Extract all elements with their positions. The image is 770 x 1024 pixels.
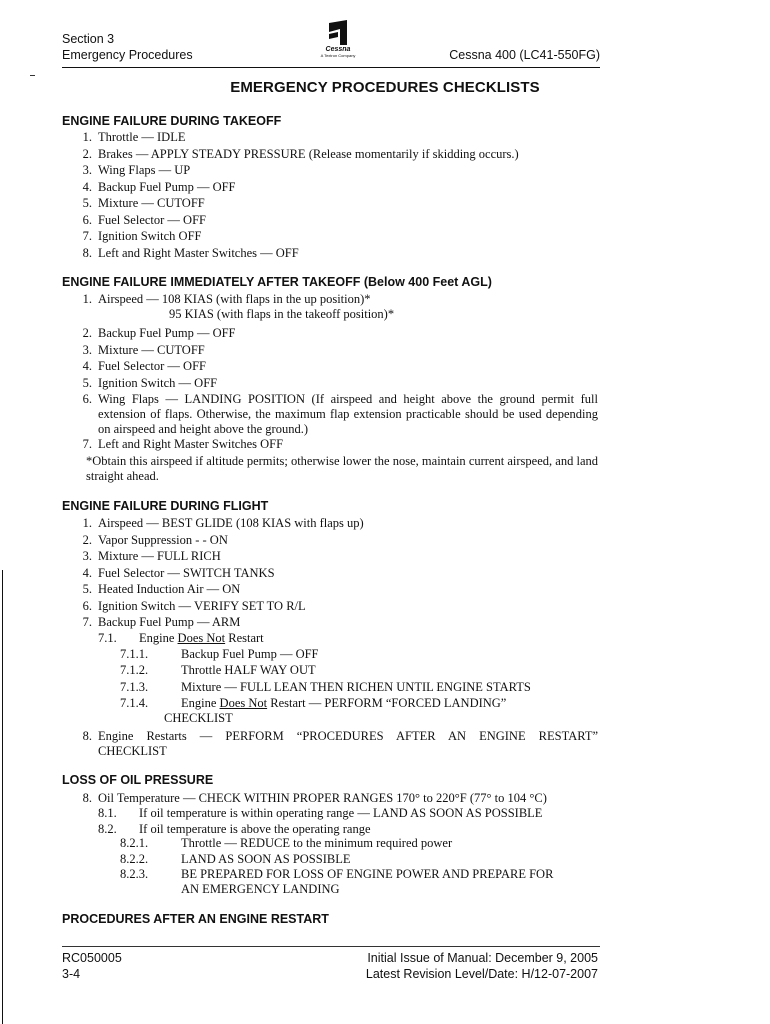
issue-date: Initial Issue of Manual: December 9, 2005 bbox=[367, 951, 598, 965]
sub-step-number: 7.1.3. bbox=[120, 679, 149, 694]
sub-step-number: 7.1.1. bbox=[120, 647, 149, 661]
checklist-item-number: 3. bbox=[82, 163, 92, 177]
checklist-item: Fuel Selector — SWITCH TANKS bbox=[98, 565, 275, 580]
checklist-item-number: 3. bbox=[82, 342, 92, 357]
item-number: 8. bbox=[82, 729, 92, 743]
section-heading-oil-pressure: LOSS OF OIL PRESSURE bbox=[62, 773, 214, 787]
footer-rule bbox=[62, 946, 600, 947]
checklist-item: Backup Fuel Pump — OFF bbox=[98, 179, 236, 194]
checklist-item-number: 7. bbox=[82, 615, 92, 629]
section-heading-after-takeoff: ENGINE FAILURE IMMEDIATELY AFTER TAKEOFF (Below 400 Feet AGL) bbox=[62, 275, 492, 289]
checklist-item-number: 6. bbox=[82, 598, 92, 613]
checklist-item: Ignition Switch — OFF bbox=[98, 375, 218, 390]
cessna-emblem-icon bbox=[327, 20, 349, 46]
item-engine-restarts: Engine Restarts — PERFORM “PROCEDURES AFTER AN ENGINE RESTART” bbox=[98, 729, 598, 743]
checklist-item: Mixture — FULL RICH bbox=[98, 549, 221, 563]
checklist-item-number: 7. bbox=[82, 229, 92, 243]
checklist-item: Wing Flaps — UP bbox=[98, 163, 191, 177]
revision-date: Latest Revision Level/Date: H/12-07-2007 bbox=[365, 967, 598, 981]
section-heading-takeoff: ENGINE FAILURE DURING TAKEOFF bbox=[62, 114, 282, 128]
checklist-item: Mixture — CUTOFF bbox=[98, 196, 205, 210]
checklist-item: Fuel Selector — OFF bbox=[98, 359, 206, 373]
section-heading-after-restart: PROCEDURES AFTER AN ENGINE RESTART bbox=[62, 912, 329, 926]
checklist-item-number: 2. bbox=[82, 326, 92, 340]
checklist-item-number: 6. bbox=[82, 212, 92, 227]
checklist-item: Left and Right Master Switches OFF bbox=[98, 437, 284, 451]
sub-step: Throttle — REDUCE to the minimum required power bbox=[181, 836, 453, 850]
checklist-item-number: 4. bbox=[82, 565, 92, 580]
sub-step-number: 8.2.3. bbox=[120, 867, 149, 881]
sub-number: 7.1.4. bbox=[120, 696, 149, 710]
checklist-item: Fuel Selector — OFF bbox=[98, 212, 206, 227]
checklist-item-number: 5. bbox=[82, 582, 92, 596]
logo-tagline: A Textron Company bbox=[320, 53, 356, 58]
header-rule bbox=[62, 67, 600, 68]
sub-number: 7.1. bbox=[98, 631, 117, 645]
sub-step: BE PREPARED FOR LOSS OF ENGINE POWER AND PREPARE FOR bbox=[181, 867, 554, 881]
sub-step: Backup Fuel Pump — OFF bbox=[181, 647, 319, 661]
sub-step: Throttle HALF WAY OUT bbox=[181, 663, 316, 678]
checklist-item-number: 1. bbox=[82, 292, 92, 306]
checklist-item-number: 2. bbox=[82, 146, 92, 161]
logo-brand: Cessna bbox=[325, 46, 351, 53]
page-number: 3-4 bbox=[62, 967, 81, 981]
header-left bbox=[62, 31, 193, 63]
page-header bbox=[62, 31, 600, 65]
document-number: RC050005 bbox=[62, 951, 122, 965]
sub-step: LAND AS SOON AS POSSIBLE bbox=[181, 851, 351, 866]
sub-step-number: 8.2. bbox=[98, 821, 117, 836]
checklist-item: Vapor Suppression - - ON bbox=[98, 532, 228, 547]
sub-step: If oil temperature is above the operating range bbox=[139, 821, 371, 836]
page-title: EMERGENCY PROCEDURES CHECKLISTS bbox=[230, 79, 540, 96]
section-number: Section 3 bbox=[62, 32, 115, 46]
checklist-item-number: 4. bbox=[82, 179, 92, 194]
checklist-item: Backup Fuel Pump — ARM bbox=[98, 615, 241, 629]
checklist-item-number: 5. bbox=[82, 375, 92, 390]
section-title: Emergency Procedures bbox=[62, 48, 193, 62]
sub-step: If oil temperature is within operating range — LAND AS SOON AS POSSIBLE bbox=[139, 806, 543, 820]
checklist-item-number: 2. bbox=[82, 532, 92, 547]
aircraft-model: Cessna 400 (LC41-550FG) bbox=[449, 48, 600, 62]
sub-step: Mixture — FULL LEAN THEN RICHEN UNTIL ENGINE STARTS bbox=[181, 679, 531, 694]
sub-step-number: 7.1.2. bbox=[120, 663, 149, 678]
item-oil-temperature: Oil Temperature — CHECK WITHIN PROPER RANGES 170° to 220°F (77° to 104 °C) bbox=[98, 791, 547, 805]
scan-mark bbox=[30, 75, 35, 76]
checklist-item: Brakes — APPLY STEADY PRESSURE (Release momentarily if skidding occurs.) bbox=[98, 146, 519, 161]
item-engine-restarts-cont: CHECKLIST bbox=[98, 744, 167, 758]
checklist-item-number: 5. bbox=[82, 196, 92, 210]
checklist-item-number: 1. bbox=[82, 516, 92, 530]
scan-edge bbox=[2, 570, 3, 1024]
cessna-logo bbox=[317, 20, 359, 64]
item-airspeed: Airspeed — 108 KIAS (with flaps in the up position)* bbox=[98, 292, 371, 306]
checklist-item: Airspeed — BEST GLIDE (108 KIAS with flaps up) bbox=[98, 516, 364, 530]
sub-engine-not-restart: Engine Does Not Restart bbox=[139, 631, 264, 645]
airspeed-footnote: *Obtain this airspeed if altitude permits; otherwise lower the nose, maintain current airspeed, and land straight ahead. bbox=[86, 454, 598, 483]
sub-step-number: 8.1. bbox=[98, 806, 117, 820]
checklist-item-number: 7. bbox=[82, 437, 92, 451]
checklist-item: Backup Fuel Pump — OFF bbox=[98, 326, 236, 340]
checklist-item-number: 1. bbox=[82, 130, 92, 144]
item-wing-flaps: Wing Flaps — LANDING POSITION (If airspeed and height above the ground permit full extension of flaps. Otherwise, the maximum flap extension practicable should be used depending on airspeed and height above the ground.) bbox=[98, 392, 598, 436]
checklist-item: Mixture — CUTOFF bbox=[98, 342, 205, 357]
checklist-item-number: 3. bbox=[82, 549, 92, 563]
section-heading-during-flight: ENGINE FAILURE DURING FLIGHT bbox=[62, 499, 269, 513]
checklist-item: Ignition Switch — VERIFY SET TO R/L bbox=[98, 598, 306, 613]
checklist-item-number: 4. bbox=[82, 359, 92, 373]
item-emergency-landing-cont: AN EMERGENCY LANDING bbox=[181, 882, 340, 896]
checklist-item: Throttle — IDLE bbox=[98, 130, 186, 144]
sub-step-number: 8.2.1. bbox=[120, 836, 149, 850]
checklist-item: Left and Right Master Switches — OFF bbox=[98, 245, 299, 260]
checklist-item-number: 8. bbox=[82, 245, 92, 260]
item-forced-landing: Engine Does Not Restart — PERFORM “FORCED LANDING” bbox=[181, 696, 507, 710]
checklist-item: Ignition Switch OFF bbox=[98, 229, 202, 243]
item-forced-landing-cont: CHECKLIST bbox=[164, 711, 233, 725]
checklist-item: Heated Induction Air — ON bbox=[98, 582, 241, 596]
sub-step-number: 8.2.2. bbox=[120, 851, 149, 866]
checklist-item-number: 6. bbox=[82, 392, 92, 406]
item-number: 8. bbox=[82, 791, 92, 805]
item-airspeed-takeoff-flaps: 95 KIAS (with flaps in the takeoff position)* bbox=[169, 307, 395, 321]
